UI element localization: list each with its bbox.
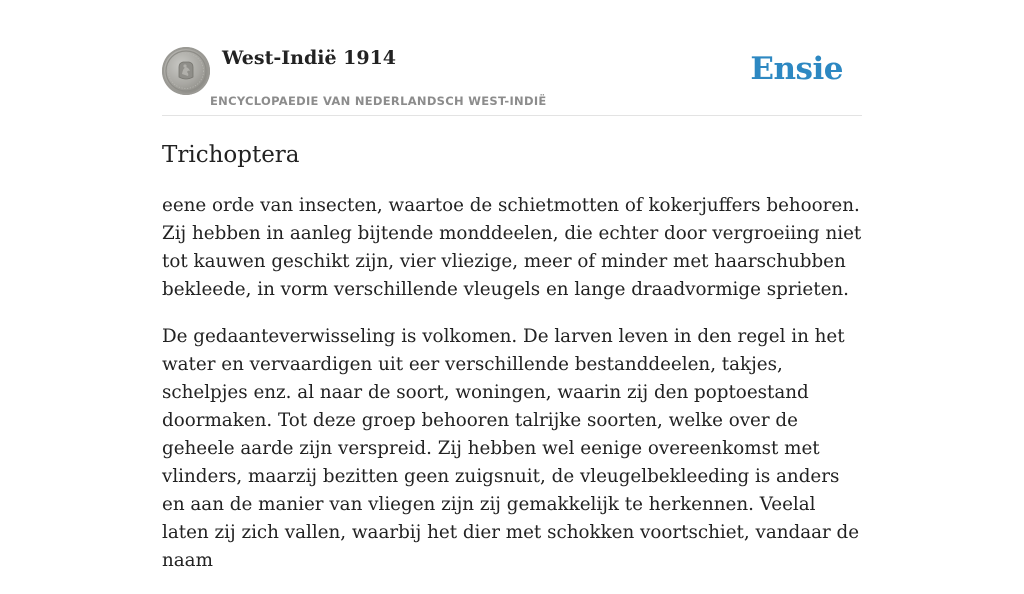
book-subtitle: ENCYCLOPAEDIE VAN NEDERLANDSCH WEST-INDIË: [210, 94, 547, 108]
book-header: [162, 0, 862, 116]
coin-lion-icon[interactable]: [162, 47, 210, 95]
entry-paragraph: De gedaanteverwisseling is volkomen. De larven leven in den regel in het water en vervaardigen uit eer verschillende bestanddeelen, takjes, schelpjes enz. al naar de soort, woningen, waarin zij den poptoestand doormaken. Tot deze groep behooren talrijke soorten, welke over de geheele aarde zijn verspreid. Zij hebben wel eenige overeenkomst met vlinders, maarzij bezitten geen zuigsnuit, de vleugelbekleeding is anders en aan de manier van vliegen zijn zij gemakkelijk te herkennen. Veelal laten zij zich vallen, waarbij het dier met schokken voortschiet, vandaar de naam: [162, 326, 860, 571]
brand-logo[interactable]: Ensie: [750, 51, 843, 87]
book-title[interactable]: West-Indië 1914: [222, 47, 397, 69]
entry-body: [162, 192, 862, 594]
content-container: [162, 0, 862, 571]
entry-paragraph: eene orde van insecten, waartoe de schietmotten of kokerjuffers behooren. Zij hebben in aanleg bijtende monddeelen, die echter door vergroeiing niet tot kauwen geschikt zijn, vier vliezige, meer of minder met haarschubben bekleede, in vorm verschillende vleugels en lange draadvormige sprieten.: [162, 195, 862, 300]
entry-title: Trichoptera: [162, 142, 300, 168]
